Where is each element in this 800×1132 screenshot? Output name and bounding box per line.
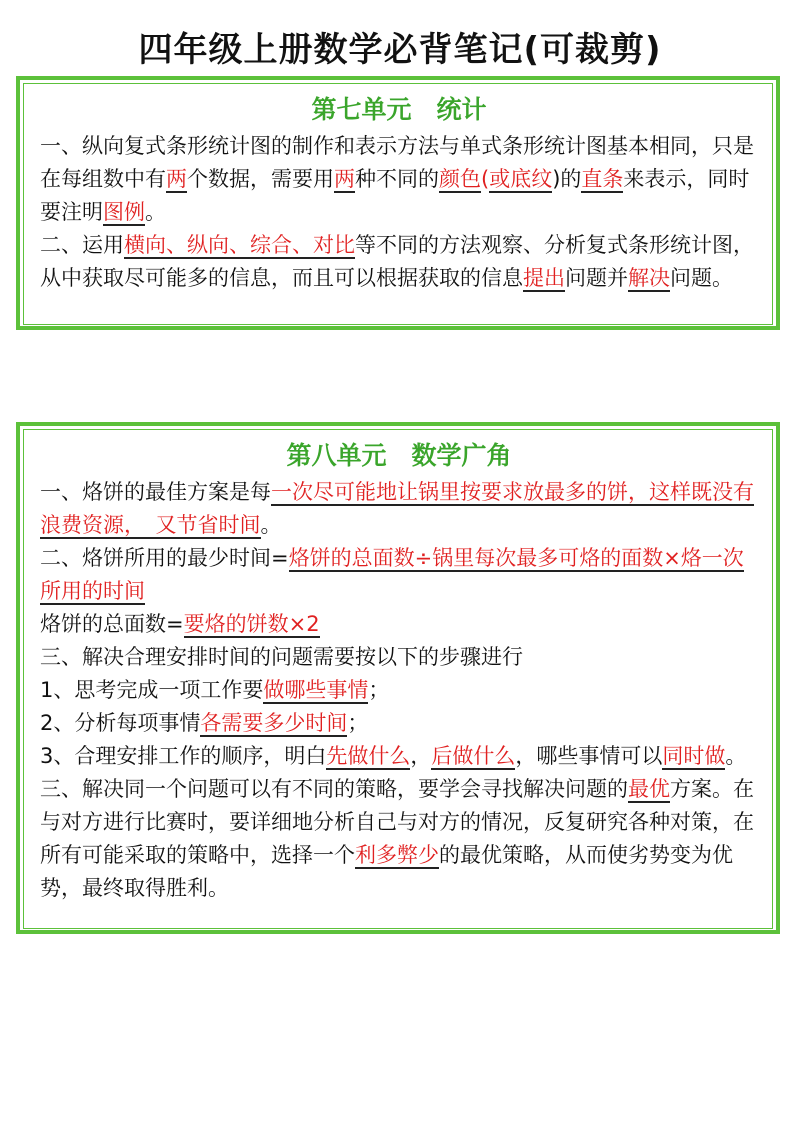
- text: ，哪些事情可以: [515, 744, 663, 768]
- unit7-title: 第七单元 统计: [311, 95, 487, 124]
- text: 。: [145, 200, 166, 224]
- text: 3、合理安排工作的顺序，明白: [40, 744, 327, 768]
- keyword: 先做什么: [326, 744, 411, 768]
- text: ，: [410, 744, 432, 768]
- text: 一、烙饼的最佳方案是每: [40, 480, 271, 504]
- keyword: 最优: [628, 777, 670, 801]
- text: 1、思考完成一项工作要: [40, 678, 264, 702]
- text: 一、纵向复式条形统计图的制作和表示方法与单式条形统计图基本相同，只是在每组数中有: [40, 134, 754, 191]
- keyword: 直条: [581, 167, 624, 191]
- unit7-card: [16, 76, 780, 330]
- text: 2、分析每项事情: [40, 711, 201, 735]
- unit7-point-2: [40, 229, 758, 295]
- text: 烙饼的总面数=: [40, 612, 184, 636]
- keyword: 要烙的饼数×2: [183, 612, 320, 636]
- text: 二、运用: [40, 233, 124, 257]
- unit8-point-4: [40, 773, 758, 905]
- text: 方案。在与对方进行比赛时，要详细地分析自己与对方的情况，反复研究各种对策，在所有可能采取的策略中，选择一个: [40, 777, 754, 867]
- text: (: [481, 167, 490, 191]
- keyword: 提出: [523, 266, 565, 290]
- keyword: 两: [166, 167, 187, 191]
- keyword: 利多弊少: [355, 843, 439, 867]
- text: )的: [552, 167, 582, 191]
- keyword: 同时做: [662, 744, 726, 768]
- keyword: 做哪些事情: [263, 678, 369, 702]
- keyword: 各需要多少时间: [200, 711, 348, 735]
- keyword: 解决: [628, 266, 670, 290]
- unit7-card-inner: [23, 83, 773, 325]
- unit8-step-1: [40, 674, 758, 707]
- unit8-step-3: [40, 740, 758, 773]
- unit8-point-1: [40, 476, 758, 542]
- keyword: 图例: [103, 200, 145, 224]
- text: ；: [368, 678, 390, 702]
- unit8-card-inner: [23, 429, 773, 929]
- keyword: 横向、纵向、综合、对比: [124, 233, 355, 257]
- unit7-point-1: [40, 130, 758, 229]
- keyword: 或底纹: [489, 167, 553, 191]
- unit8-title: 第八单元 数学广角: [286, 441, 512, 470]
- text: 种不同的: [355, 167, 439, 191]
- keyword: 后做什么: [431, 744, 516, 768]
- unit8-card: [16, 422, 780, 934]
- unit8-step-2: [40, 707, 758, 740]
- text: 。: [260, 513, 282, 537]
- text: 二、烙饼所用的最少时间=: [40, 546, 289, 570]
- text: 等不同的方法观察、分析复式条形统计图，从中获取尽可能多的信息，而且可以根据获取的信息: [40, 233, 754, 290]
- unit8-point-2: [40, 542, 758, 608]
- text: 问题并: [565, 266, 628, 290]
- text: 来表示，同时要注明: [40, 167, 750, 224]
- text: 三、解决同一个问题可以有不同的策略，要学会寻找解决问题的: [40, 777, 628, 801]
- keyword: 一次尽可能地让锅里按要求放最多的饼，这样既没有浪费资源， 又节省时间: [40, 480, 754, 537]
- text: 个数据，需要用: [187, 167, 334, 191]
- unit8-point-3: 三、解决合理安排时间的问题需要按以下的步骤进行: [40, 645, 523, 669]
- text: 。: [725, 744, 747, 768]
- text: ；: [347, 711, 369, 735]
- keyword: 两: [334, 167, 355, 191]
- text: 问题。: [670, 266, 733, 290]
- keyword: 颜色: [439, 167, 481, 191]
- keyword: 烙饼的总面数÷锅里每次最多可烙的面数×烙一次所用的时间: [40, 546, 744, 603]
- text: 的最优策略，从而使劣势变为优势，最终取得胜利。: [40, 843, 733, 900]
- page-title: 四年级上册数学必背笔记(可裁剪): [138, 30, 662, 70]
- unit8-formula: [40, 608, 758, 641]
